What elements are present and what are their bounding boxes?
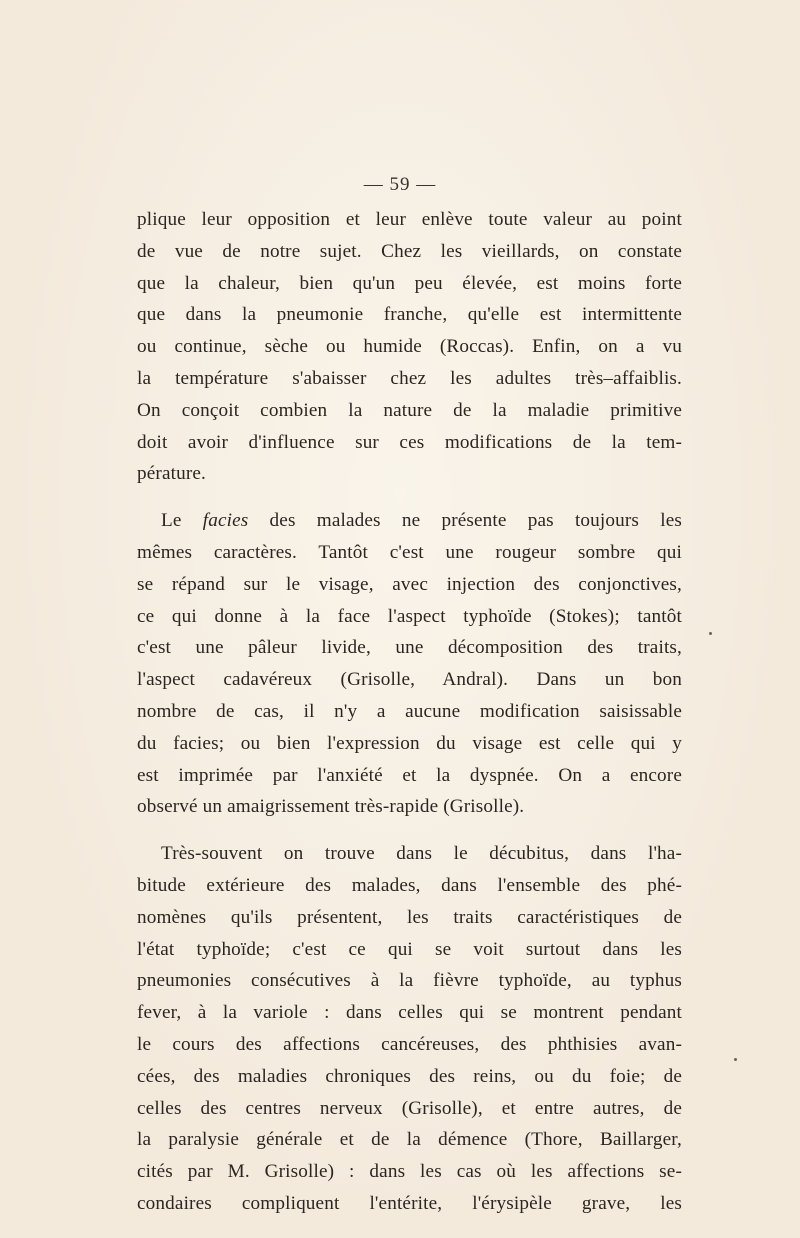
text-line: pérature. [137,463,206,485]
text-line: cées, des maladies chroniques des reins, ou du foie; de [137,1065,682,1087]
text-line: fever, à la variole : dans celles qui se montrent pendant [137,1002,682,1024]
text-line-first: Très-souvent on trouve dans le décubitus, dans l'ha- [161,843,682,865]
text-line: l'état typhoïde; c'est ce qui se voit surtout dans les [137,938,682,960]
text-line: la paralysie générale et de la démence (Thore, Baillarger, [137,1129,682,1151]
text-line-first [137,505,682,537]
text-fragment: Le [161,510,203,532]
text-fragment: des malades ne présente pas toujours les [248,510,682,532]
text-line: nombre de cas, il n'y a aucune modification saisissable [137,700,682,722]
text-line: cités par M. Grisolle) : dans les cas où les affections se- [137,1161,682,1183]
text-line: que dans la pneumonie franche, qu'elle est intermittente [137,304,682,326]
paper-speck [709,632,712,635]
text-line: se répand sur le visage, avec injection des conjonctives, [137,573,682,595]
text-line: du facies; ou bien l'expression du visage est celle qui y [137,732,682,754]
text-line: plique leur opposition et leur enlève toute valeur au point [137,209,682,230]
paragraph-2 [137,505,682,823]
body-text [137,204,682,1235]
text-line: l'aspect cadavéreux (Grisolle, Andral). Dans un bon [137,669,682,691]
text-line: pneumonies consécutives à la fièvre typhoïde, au typhus [137,970,682,992]
text-line: doit avoir d'influence sur ces modifications de la tem- [137,431,682,453]
text-line: de vue de notre sujet. Chez les vieillards, on constate [137,240,682,262]
text-line: le cours des affections cancéreuses, des phthisies avan- [137,1033,682,1055]
text-line: mêmes caractères. Tantôt c'est une rougeur sombre qui [137,541,682,563]
text-line: nomènes qu'ils présentent, les traits caractéristiques de [137,906,682,928]
text-line: ce qui donne à la face l'aspect typhoïde (Stokes); tantôt [137,605,682,627]
text-line: bitude extérieure des malades, dans l'ensemble des phé- [137,874,682,896]
paper-speck [734,1058,737,1061]
text-line: la température s'abaisser chez les adultes très–affaiblis. [137,367,682,389]
text-line: est imprimée par l'anxiété et la dyspnée. On a encore [137,764,682,786]
text-line: condaires compliquent l'entérite, l'érysipèle grave, les [137,1192,682,1214]
page-number: — 59 — [363,174,437,195]
paragraph-1 [137,204,682,490]
paragraph-3 [137,838,682,1220]
text-line: que la chaleur, bien qu'un peu élevée, est moins forte [137,272,682,294]
italic-term: facies [202,510,249,532]
text-line: celles des centres nerveux (Grisolle), et entre autres, de [137,1097,682,1119]
text-line: ou continue, sèche ou humide (Roccas). Enfin, on a vu [137,336,682,358]
text-line: c'est une pâleur livide, une décomposition des traits, [137,637,682,659]
text-line: On conçoit combien la nature de la maladie primitive [137,399,682,421]
text-line: observé un amaigrissement très-rapide (Grisolle). [137,796,525,818]
